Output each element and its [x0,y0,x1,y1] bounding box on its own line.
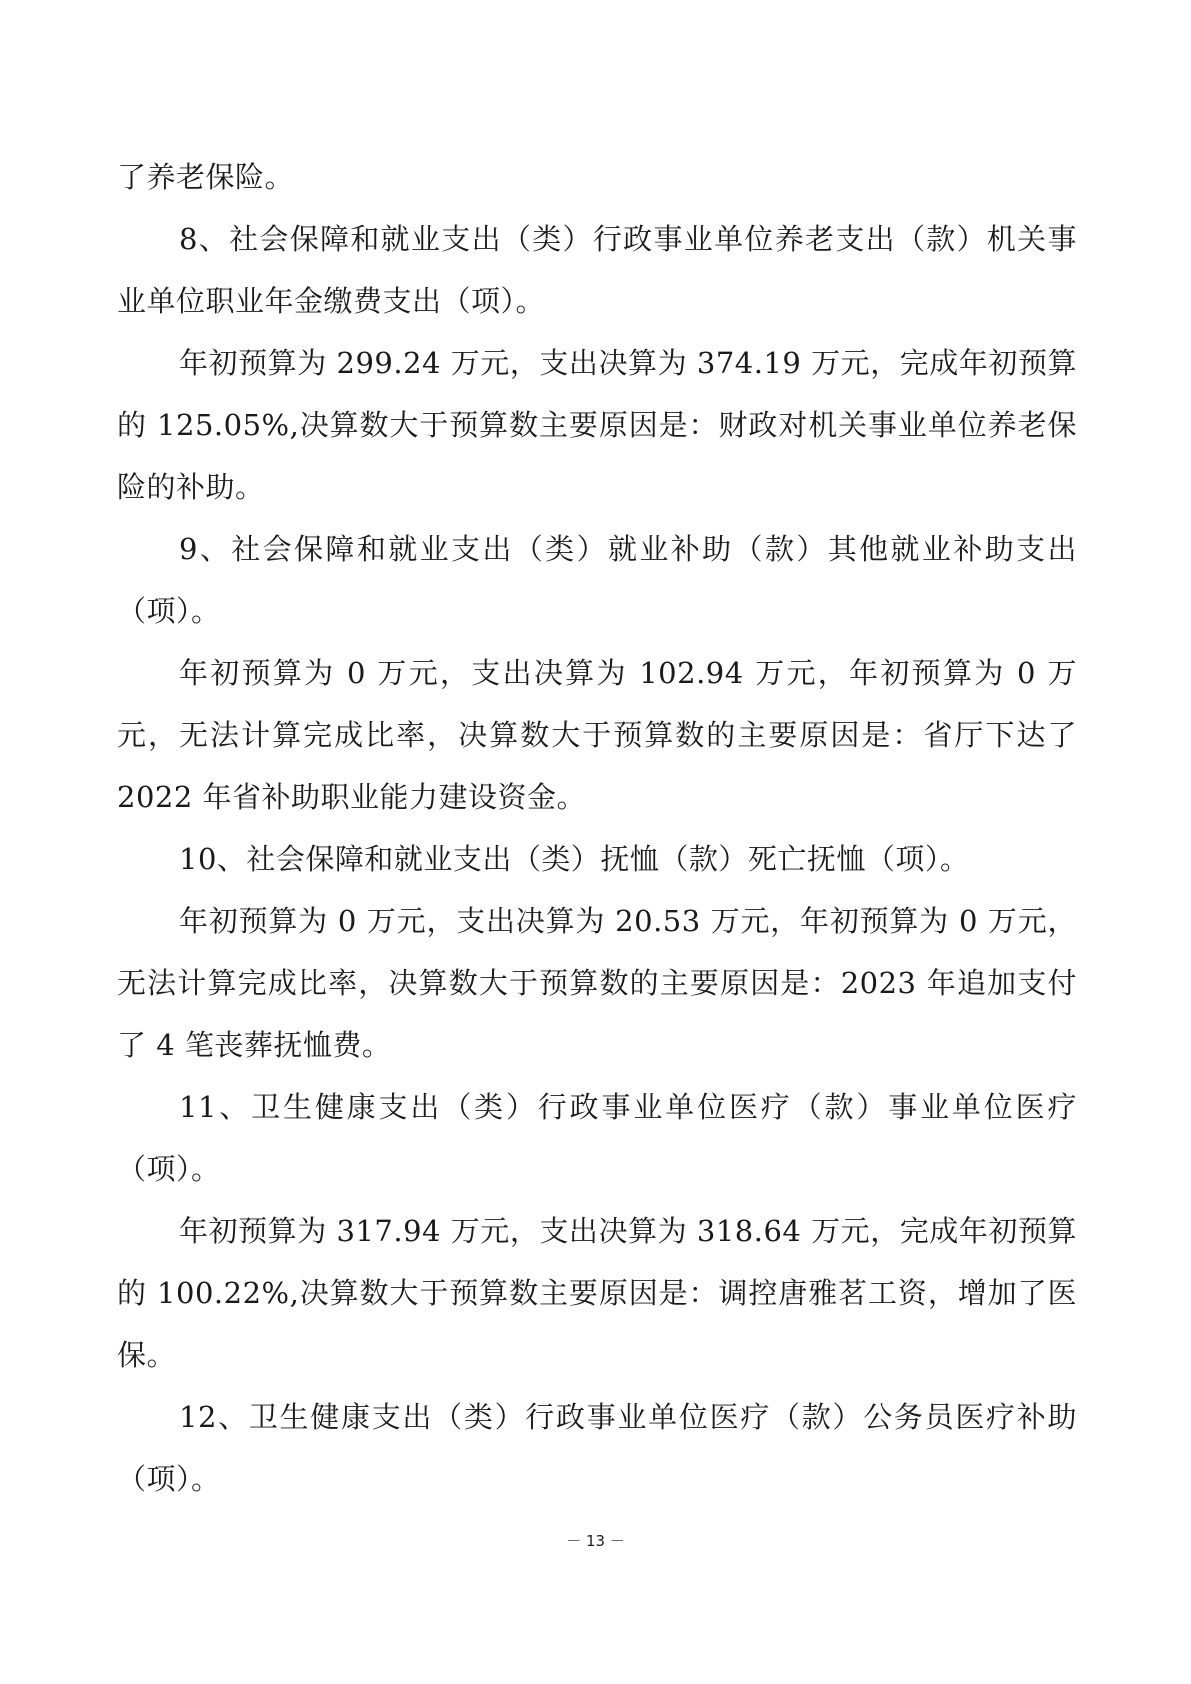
item-8-body: 年初预算为 299.24 万元，支出决算为 374.19 万元，完成年初预算的 125.05%,决算数大于预算数主要原因是：财政对机关事业单位养老保险的补助。 [117,346,1077,504]
paragraph-continuation: 了养老保险。 [117,160,295,194]
item-11-body: 年初预算为 317.94 万元，支出决算为 318.64 万元，完成年初预算的 100.22%,决算数大于预算数主要原因是：调控唐雅茗工资，增加了医保。 [117,1214,1077,1372]
item-9-body: 年初预算为 0 万元，支出决算为 102.94 万元，年初预算为 0 万元，无法计算完成比率，决算数大于预算数的主要原因是：省厅下达了 2022 年省补助职业能力建设资金。 [117,656,1077,814]
page-number: － 13 － [566,1532,625,1550]
body-text [117,146,1077,1510]
item-11-heading: 11、卫生健康支出（类）行政事业单位医疗（款）事业单位医疗（项）。 [117,1090,1077,1186]
item-10-heading: 10、社会保障和就业支出（类）抚恤（款）死亡抚恤（项）。 [179,842,970,876]
item-12-heading: 12、卫生健康支出（类）行政事业单位医疗（款）公务员医疗补助（项）。 [117,1400,1077,1496]
item-8-heading: 8、社会保障和就业支出（类）行政事业单位养老支出（款）机关事业单位职业年金缴费支出（项）。 [117,222,1077,318]
item-9-heading: 9、社会保障和就业支出（类）就业补助（款）其他就业补助支出（项）。 [117,532,1077,628]
item-10-body: 年初预算为 0 万元，支出决算为 20.53 万元，年初预算为 0 万元，无法计算完成比率，决算数大于预算数的主要原因是：2023 年追加支付了 4 笔丧葬抚恤费。 [117,904,1077,1062]
